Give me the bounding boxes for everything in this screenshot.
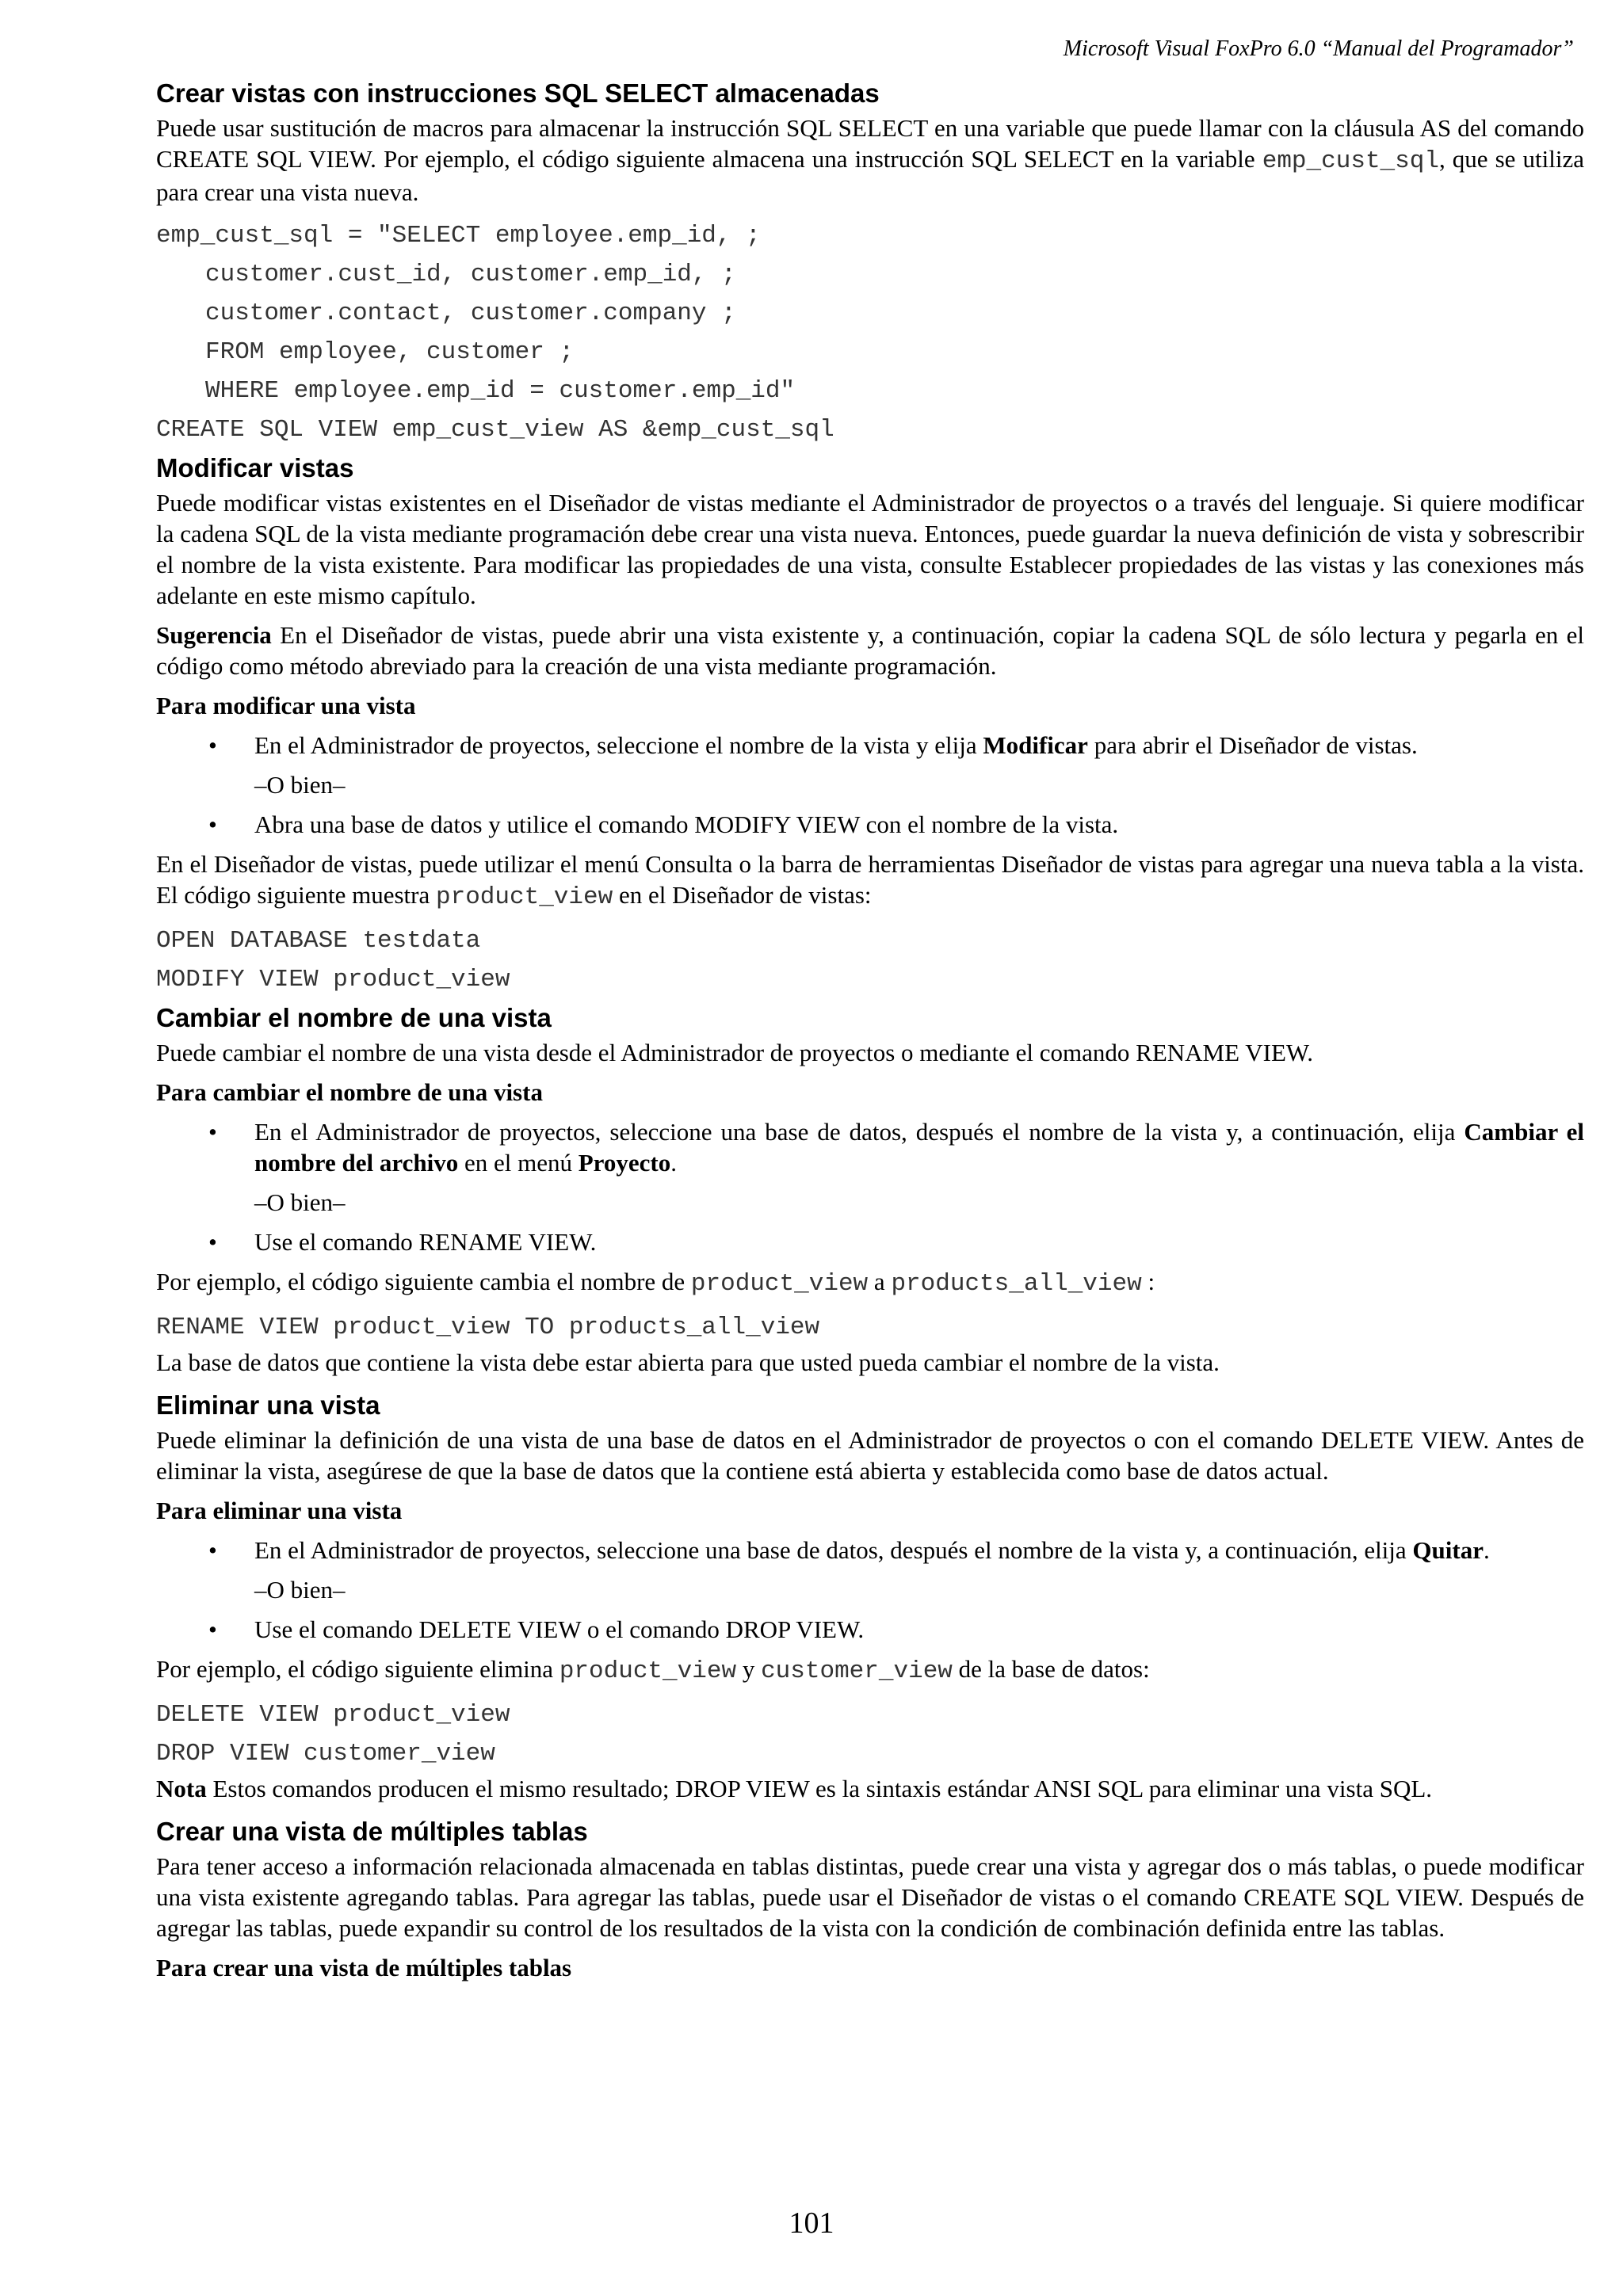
paragraph: Puede modificar vistas existentes en el Diseñador de vistas mediante el Administrador de proyectos o a través del lenguaje. Si quiere modificar la cadena SQL de la vista mediante programación debe crear una vista nueva. Entonces, puede guardar la nueva definición de vista y sobrescribir el nombre de la vista existente. Para modificar las propiedades de una vista, consulte Establecer propiedades de las vistas y las conexiones más adelante en este mismo capítulo. [156,489,1584,609]
section-heading-rename-view: Cambiar el nombre de una vista [156,1003,552,1032]
list-item: • Use el comando DELETE VIEW o el comando DROP VIEW. [208,1615,865,1643]
paragraph: Por ejemplo, el código siguiente elimina product_view y customer_view de la base de datos: [156,1655,1150,1685]
procedure-label: Para eliminar una vista [156,1497,403,1524]
inline-code: product_view [690,1270,869,1298]
note-label: Nota [156,1775,207,1802]
list-item: • En el Administrador de proyectos, seleccione una base de datos, después el nombre de la vista y, a continuación, elija Cambiar el nombre del archivo en el menú Proyecto. [208,1118,1585,1177]
inline-code: emp_cust_sql [1262,147,1439,175]
bullet-icon: • [208,1228,217,1256]
code-line: WHERE employee.emp_id = customer.emp_id" [205,377,796,405]
code-line: MODIFY VIEW product_view [156,966,510,994]
page-number: 101 [789,2206,834,2240]
paragraph: Por ejemplo, el código siguiente cambia el nombre de product_view a products_all_view : [156,1268,1155,1298]
procedure-label: Para cambiar el nombre de una vista [156,1078,543,1106]
procedure-label: Para modificar una vista [156,692,416,719]
list-item: • Use el comando RENAME VIEW. [208,1228,597,1256]
list-item: • En el Administrador de proyectos, seleccione el nombre de la vista y elija Modificar para abrir el Diseñador de vistas. [208,731,1418,759]
inline-code: product_view [559,1657,737,1685]
bullet-icon: • [208,731,217,759]
or-separator: –O bien– [254,1576,346,1604]
section-heading-delete-view: Eliminar una vista [156,1390,380,1420]
code-line: customer.contact, customer.company ; [205,299,736,327]
running-header: Microsoft Visual FoxPro 6.0 “Manual del Programador” [1063,36,1574,61]
code-line: DROP VIEW customer_view [156,1740,495,1768]
code-line: FROM employee, customer ; [205,338,575,366]
page-content [156,74,1584,1992]
paragraph: Para tener acceso a información relacionada almacenada en tablas distintas, puede crear una vista y agregar dos o más tablas, o puede modificar una vista existente agregando tablas. Para agregar las tablas, puede usar el Diseñador de vistas o el comando CREATE SQL VIEW. Después de agregar las tablas, puede expandir su control de los resultados de la vista con la condición de combinación definida entre las tablas. [156,1852,1584,1942]
code-line: customer.cust_id, customer.emp_id, ; [205,261,736,288]
paragraph: La base de datos que contiene la vista debe estar abierta para que usted pueda cambiar el nombre de la vista. [156,1348,1220,1376]
paragraph: Puede cambiar el nombre de una vista desde el Administrador de proyectos o mediante el comando RENAME VIEW. [156,1039,1314,1066]
code-line: CREATE SQL VIEW emp_cust_view AS &emp_cust_sql [156,416,834,444]
code-line: emp_cust_sql = "SELECT employee.emp_id, ; [156,222,761,250]
code-line: RENAME VIEW product_view TO products_all_view [156,1314,820,1341]
or-separator: –O bien– [254,771,346,799]
bullet-icon: • [208,1118,217,1146]
section-heading-multi-table-view: Crear una vista de múltiples tablas [156,1817,588,1846]
section-heading-modify-views: Modificar vistas [156,453,354,482]
list-item: • Abra una base de datos y utilice el comando MODIFY VIEW con el nombre de la vista. [208,810,1119,838]
note-paragraph: Nota Estos comandos producen el mismo resultado; DROP VIEW es la sintaxis estándar ANSI SQL para eliminar una vista SQL. [156,1775,1433,1802]
inline-code: product_view [435,883,613,911]
or-separator: –O bien– [254,1188,346,1216]
paragraph-macro-substitution: Puede usar sustitución de macros para almacenar la instrucción SQL SELECT en una variable que puede llamar con la cláusula AS del comando CREATE SQL VIEW. Por ejemplo, el código siguiente almacena una instrucción SQL SELECT en la variable emp_cust_sql, que se utiliza para crear una vista nueva. [156,114,1584,206]
inline-code: customer_view [761,1657,953,1685]
bullet-icon: • [208,1615,217,1643]
code-line: DELETE VIEW product_view [156,1701,510,1729]
code-line: OPEN DATABASE testdata [156,927,481,955]
paragraph: En el Diseñador de vistas, puede utilizar el menú Consulta o la barra de herramientas Diseñador de vistas para agregar una nueva tabla a la vista. El código siguiente muestra product_view en el Diseñador de vistas: [156,850,1584,911]
list-item: • En el Administrador de proyectos, seleccione una base de datos, después el nombre de la vista y, a continuación, elija Quitar. [208,1536,1490,1564]
bullet-icon: • [208,1536,217,1564]
tip-label: Sugerencia [156,621,272,649]
section-heading-stored-sql: Crear vistas con instrucciones SQL SELECT almacenadas [156,78,880,108]
inline-code: products_all_view [891,1270,1142,1298]
paragraph: Puede eliminar la definición de una vista de una base de datos en el Administrador de proyectos o con el comando DELETE VIEW. Antes de eliminar la vista, asegúrese de que la base de datos que la contiene está abierta y establecida como base de datos actual. [156,1426,1584,1485]
tip-paragraph: Sugerencia En el Diseñador de vistas, puede abrir una vista existente y, a continuación, copiar la cadena SQL de sólo lectura y pegarla en el código como método abreviado para la creación de una vista mediante programación. [156,621,1584,680]
procedure-label: Para crear una vista de múltiples tablas [156,1954,572,1981]
bullet-icon: • [208,810,217,838]
